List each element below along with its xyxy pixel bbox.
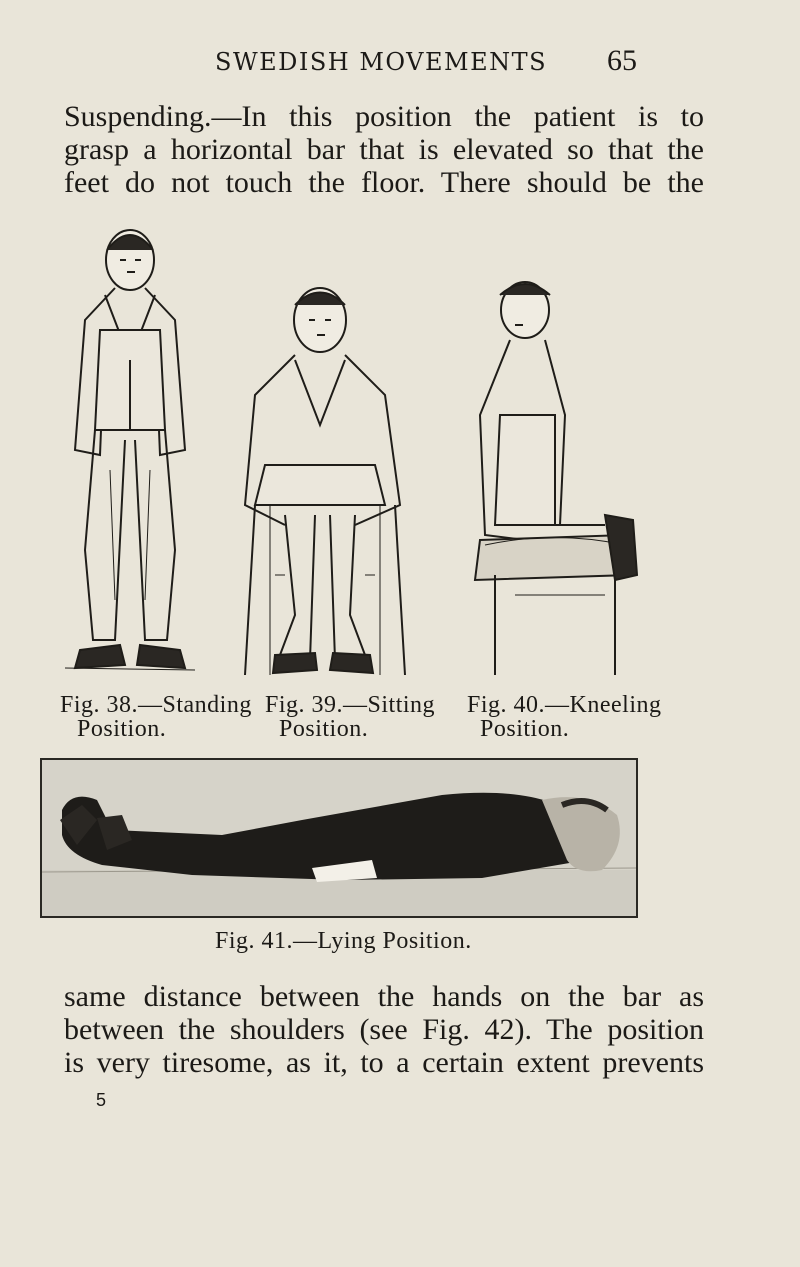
caption-subtitle: Position. (77, 716, 167, 742)
page-number: 65 (607, 44, 637, 77)
paragraph-line: feet do not touch the floor. There should be the (64, 166, 704, 199)
caption-subtitle: Position. (480, 716, 570, 742)
paragraph-suspending (64, 100, 704, 199)
paragraph-line: grasp a horizontal bar that is elevated so that the (64, 133, 704, 166)
kneeling-figure-illustration (455, 275, 645, 685)
running-title: SWEDISH MOVEMENTS (215, 48, 548, 76)
figure-39-caption (265, 693, 435, 741)
lying-position-photo (40, 758, 638, 918)
paragraph-line: between the shoulders (see Fig. 42). The position (64, 1013, 704, 1046)
caption-title: Fig. 40.—Kneeling (467, 692, 662, 718)
paragraph-line: Suspending.—In this position the patient is to (64, 100, 704, 133)
caption-title: Fig. 39.—Sitting (265, 692, 436, 718)
figure-41-caption: Fig. 41.—Lying Position. (215, 928, 472, 954)
paragraph-line: same distance between the hands on the bar as (64, 980, 704, 1013)
sitting-figure-illustration (225, 275, 425, 685)
paragraph-continuation (64, 980, 704, 1079)
standing-figure-illustration (55, 220, 205, 680)
caption-subtitle: Position. (279, 716, 369, 742)
figure-38-caption (60, 693, 252, 741)
paragraph-line: is very tiresome, as it, to a certain extent prevents (64, 1046, 704, 1079)
signature-mark: 5 (96, 1090, 107, 1110)
caption-title: Fig. 38.—Standing (60, 692, 252, 718)
figure-40-caption (467, 693, 662, 741)
